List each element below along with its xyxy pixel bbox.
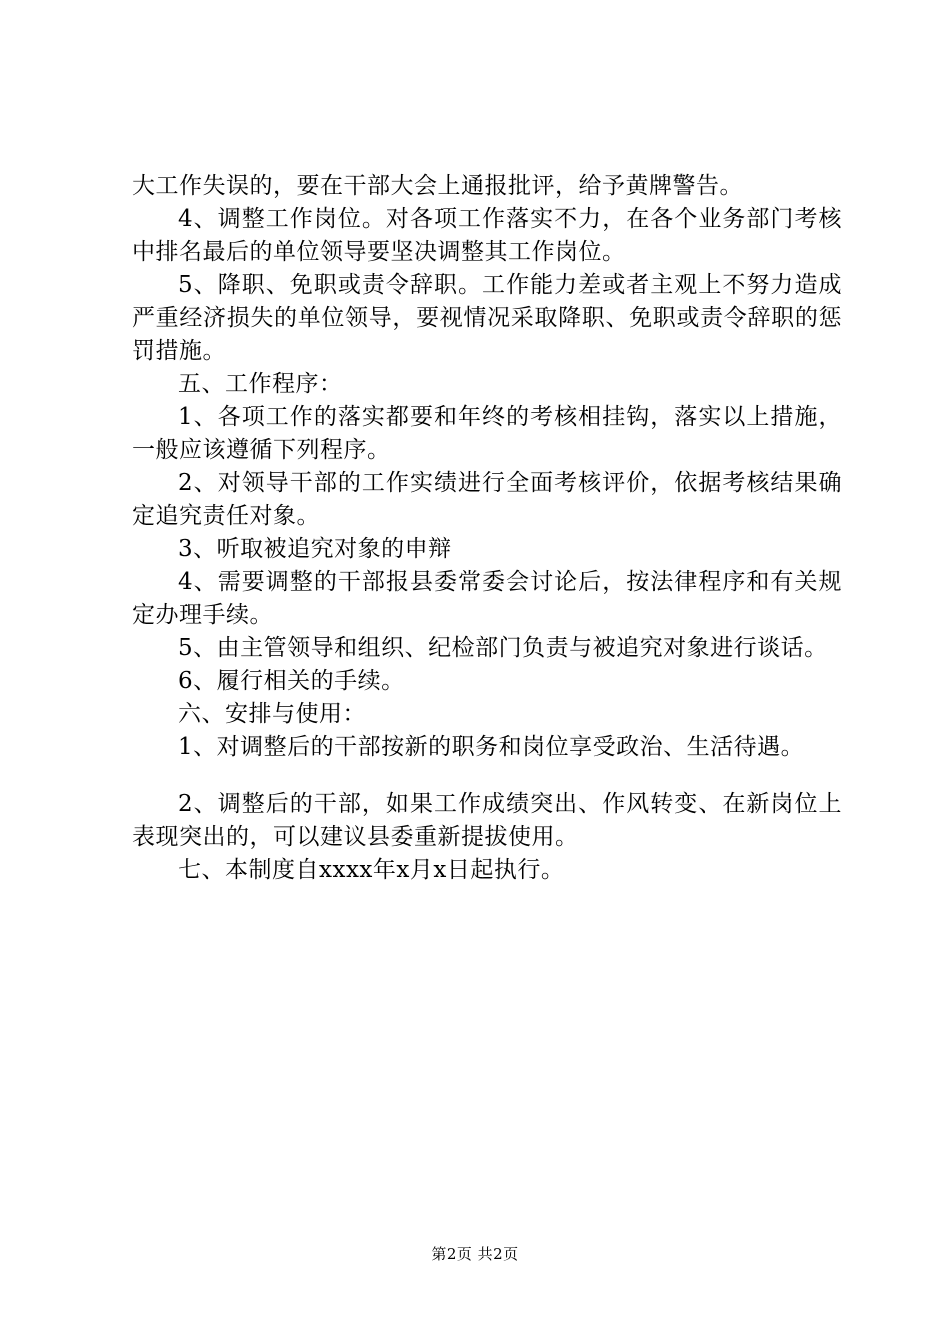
paragraph-procedure-2: 2、对领导干部的工作实绩进行全面考核评价，依据考核结果确定追究责任对象。: [132, 470, 842, 529]
section-heading-5: 五、工作程序：: [178, 371, 343, 397]
section-heading-6: 六、安排与使用：: [178, 701, 366, 727]
paragraph-continuation: 大工作失误的，要在干部大会上通报批评，给予黄牌警告。: [132, 173, 743, 199]
paragraph-item-5-demotion: 5、降职、免职或责令辞职。工作能力差或者主观上不努力造成严重经济损失的单位领导，要视情况采取降职、免职或责令辞职的惩罚措施。: [132, 272, 842, 364]
paragraph-procedure-1: 1、各项工作的落实都要和年终的考核相挂钩，落实以上措施，一般应该遵循下列程序。: [132, 404, 842, 463]
paragraph-procedure-4: 4、需要调整的干部报县委常委会讨论后，按法律程序和有关规定办理手续。: [132, 569, 842, 628]
paragraph-item-4-adjust-post: 4、调整工作岗位。对各项工作落实不力，在各个业务部门考核中排名最后的单位领导要坚决调整其工作岗位。: [132, 206, 842, 265]
paragraph-procedure-6: 6、履行相关的手续。: [178, 668, 405, 694]
paragraph-procedure-5: 5、由主管领导和组织、纪检部门负责与被追究对象进行谈话。: [178, 635, 828, 661]
paragraph-arrangement-2: 2、调整后的干部，如果工作成绩突出、作风转变、在新岗位上表现突出的，可以建议县委重新提拔使用。: [132, 791, 842, 850]
section-heading-7-effective-date: 七、本制度自xxxx年x月x日起执行。: [178, 857, 565, 883]
paragraph-procedure-3: 3、听取被追究对象的申辩: [178, 536, 452, 562]
document-body: [132, 170, 842, 887]
paragraph-arrangement-1: 1、对调整后的干部按新的职务和岗位享受政治、生活待遇。: [178, 734, 805, 760]
page-number-footer: 第2页 共2页: [431, 1245, 519, 1263]
